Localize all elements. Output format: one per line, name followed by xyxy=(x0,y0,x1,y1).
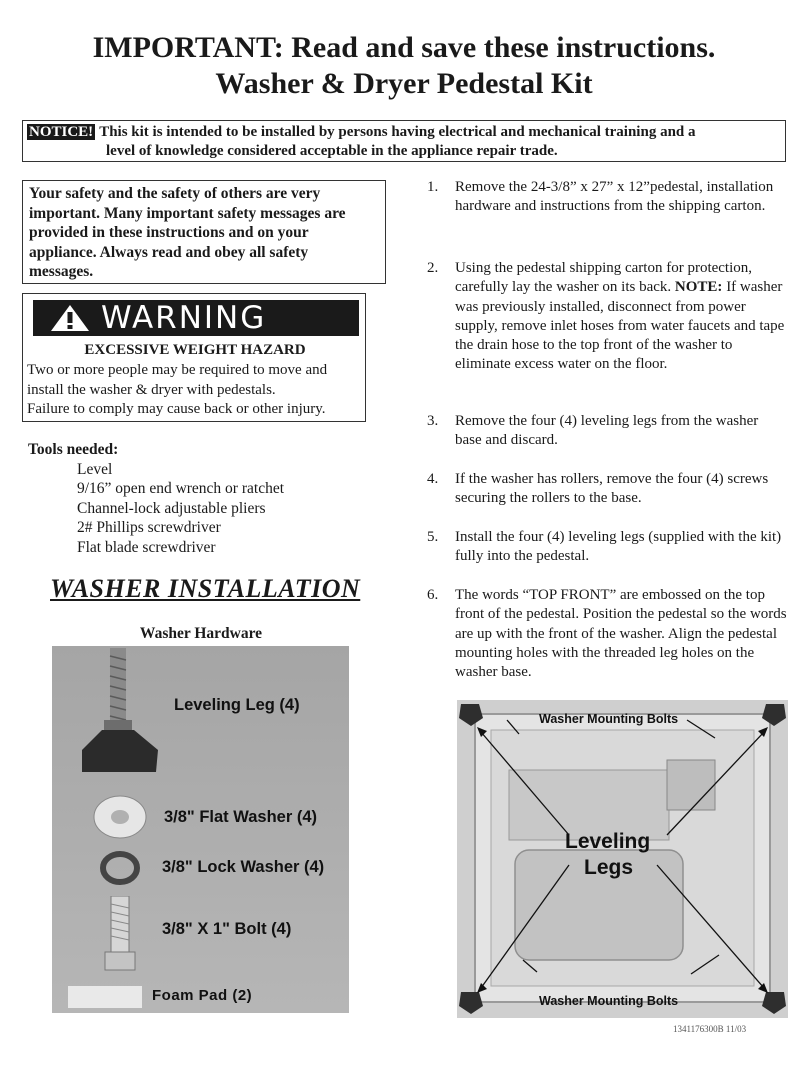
warning-line: Failure to comply may cause back or other injury. xyxy=(27,401,326,417)
safety-message-box xyxy=(22,180,386,284)
step-text-main: Using the pedestal shipping carton for protection, carefully lay the washer on its back. xyxy=(455,260,753,296)
foam-pad-image xyxy=(68,986,142,1008)
step-text: If the washer has rollers, remove the four (4) screws securing the rollers to the base. xyxy=(455,471,769,507)
step-number: 6. xyxy=(427,587,439,603)
step-text: Remove the 24-3/8” x 27” x 12”pedestal, installation hardware and instructions from the shipping carton. xyxy=(455,179,774,215)
tool-item: Channel-lock adjustable pliers xyxy=(77,499,266,517)
warning-heading: EXCESSIVE WEIGHT HAZARD xyxy=(84,342,306,358)
bolt-image xyxy=(102,896,138,972)
warning-line: install the washer & dryer with pedestals. xyxy=(27,381,276,398)
step-text: Install the four (4) leveling legs (supplied with the kit) fully into the pedestal. xyxy=(455,529,782,565)
leveling-leg-image xyxy=(68,646,168,786)
lock-washer-image xyxy=(100,850,140,886)
pedestal-label-center-1: Leveling xyxy=(565,830,651,853)
flat-washer-image xyxy=(92,794,148,840)
warning-line: Two or more people may be required to move and xyxy=(27,362,328,378)
page-title-line-1: IMPORTANT: Read and save these instructions. xyxy=(92,31,716,64)
safety-line: appliance. Always read and obey all safety xyxy=(29,243,309,261)
step-number: 3. xyxy=(427,413,439,429)
safety-line: messages. xyxy=(29,263,94,280)
warning-banner xyxy=(33,300,359,336)
washer-installation-heading: WASHER INSTALLATION xyxy=(50,574,361,603)
step-3 xyxy=(427,412,787,451)
pedestal-photo xyxy=(457,700,788,1018)
step-1 xyxy=(427,178,787,217)
warning-triangle-icon xyxy=(49,303,91,333)
hardware-photo xyxy=(52,646,349,1013)
tool-item: 2# Phillips screwdriver xyxy=(77,519,221,536)
step-2 xyxy=(427,259,787,375)
tools-needed xyxy=(28,440,284,557)
tool-item: Level xyxy=(77,460,113,478)
hardware-label-bolt: 3/8" X 1" Bolt (4) xyxy=(162,920,292,938)
safety-line: provided in these instructions and on your xyxy=(29,224,309,241)
step-4 xyxy=(427,470,787,509)
hardware-label-leveling-leg: Leveling Leg (4) xyxy=(174,696,300,714)
document-number: 1341176300B 11/03 xyxy=(673,1024,747,1034)
pedestal-label-bottom: Washer Mounting Bolts xyxy=(539,994,679,1008)
warning-text xyxy=(27,361,367,420)
notice-box xyxy=(22,120,786,162)
step-number: 1. xyxy=(427,179,439,195)
hardware-label-lock-washer: 3/8" Lock Washer (4) xyxy=(162,858,325,876)
step-text xyxy=(455,259,787,375)
pedestal-label-top: Washer Mounting Bolts xyxy=(539,712,679,726)
tool-item: Flat blade screwdriver xyxy=(77,538,216,556)
step-text: Remove the four (4) leveling legs from the washer base and discard. xyxy=(455,413,759,449)
step-number: 4. xyxy=(427,471,439,487)
notice-text-line-2: level of knowledge considered acceptable in the appliance repair trade. xyxy=(106,143,558,159)
step-number: 2. xyxy=(427,260,439,276)
step-5 xyxy=(427,528,787,567)
tools-title: Tools needed: xyxy=(28,441,119,458)
step-note-label: NOTE: xyxy=(674,279,723,296)
step-6 xyxy=(427,586,787,682)
tools-list xyxy=(28,460,284,558)
notice-text-line-1: This kit is intended to be installed by persons having electrical and mechanical training and a xyxy=(99,124,696,140)
step-text: The words “TOP FRONT” are embossed on the top front of the pedestal. Position the pedestal so the words are up with the front of the washer. Align the pedestal mounting holes with the threaded leg holes on the washer base. xyxy=(455,587,787,681)
step-note-text: If washer was previously installed, disconnect from power supply, remove inlet hoses from water faucets and tape the drain hose to the top front of the washer to eliminate excess water on the floor. xyxy=(455,279,785,373)
pedestal-label-center-2: Legs xyxy=(584,856,634,879)
safety-line: important. Many important safety messages are xyxy=(29,204,346,222)
tool-item: 9/16” open end wrench or ratchet xyxy=(77,480,285,497)
warning-box xyxy=(22,293,366,422)
hardware-label-flat-washer: 3/8" Flat Washer (4) xyxy=(164,808,318,826)
step-number: 5. xyxy=(427,529,439,545)
hardware-caption: Washer Hardware xyxy=(139,625,263,642)
warning-banner-text: WARNING xyxy=(101,300,267,336)
safety-line: Your safety and the safety of others are very xyxy=(29,185,321,202)
page-title-line-2: Washer & Dryer Pedestal Kit xyxy=(215,67,593,100)
hardware-label-foam-pad: Foam Pad (2) xyxy=(152,987,253,1004)
notice-tag: NOTICE! xyxy=(29,124,94,140)
